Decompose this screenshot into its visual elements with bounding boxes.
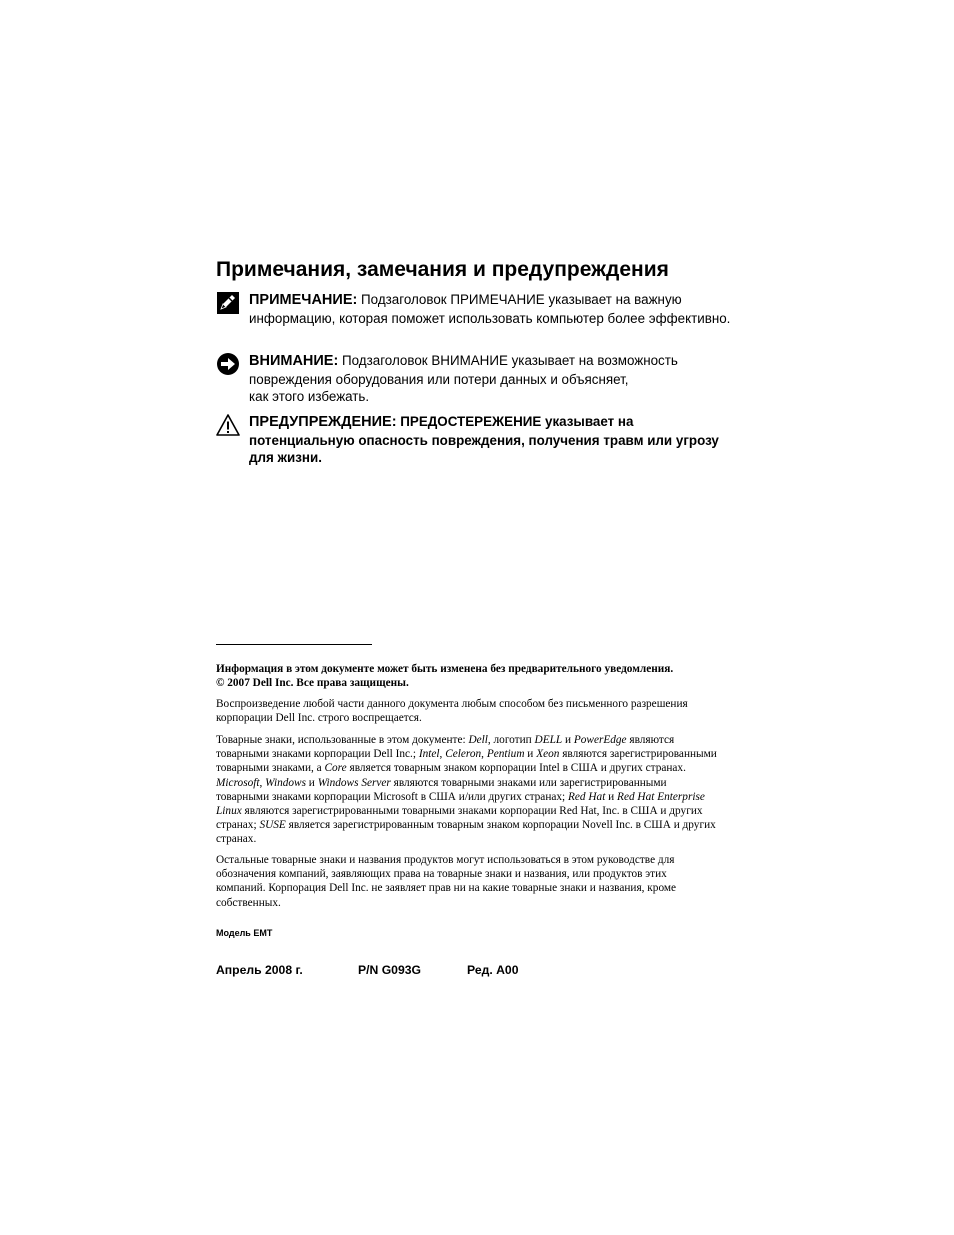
caution-label: ВНИМАНИЕ: (249, 353, 339, 369)
other-trademarks-notice: Остальные товарные знаки и названия продуктов могут использоваться в этом руководстве для обозначения компаний, заявляющих права на товарные знаки и названия, или продуктов этих компаний. Корпорация Dell Inc. не заявляет прав ни на какие товарные знаки и названия, кроме собственных. (216, 854, 677, 909)
tm-poweredge: PowerEdge (573, 734, 627, 746)
note-block (216, 291, 736, 327)
tm-text: , (259, 776, 266, 789)
reproduction-notice: Воспроизведение любой части данного документа любым способом без письменного разрешения корпорации Dell Inc. строго воспрещается. (216, 698, 688, 725)
warning-label: ПРЕДУПРЕЖДЕНИЕ: (249, 414, 397, 430)
tm-text: и (562, 734, 574, 746)
part-number: P/N G093G (358, 963, 421, 977)
tm-dell-logo: DELL (534, 734, 563, 746)
caution-text (249, 352, 736, 406)
warning-text (249, 413, 736, 467)
tm-rhel: Red Hat Enterprise Linux (216, 790, 705, 818)
tm-text: являются зарегистрированными товарными знаками, а (216, 748, 717, 775)
change-notice-text: Информация в этом документе может быть изменена без предварительного уведомления. (216, 663, 674, 675)
pencil-note-icon (216, 291, 240, 315)
revision: Ред. A00 (467, 963, 519, 977)
tm-redhat: Red Hat (568, 790, 606, 803)
tm-text: , логотип (487, 734, 535, 746)
caution-body: Подзаголовок ВНИМАНИЕ указывает на возможность повреждения оборудования или потери данных и объясняет, (249, 353, 678, 387)
tm-microsoft: Microsoft (216, 776, 260, 789)
tm-text: являются зарегистрированными товарными знаками корпорации Red Hat, Inc. в США и других странах; (216, 805, 703, 832)
warning-triangle-icon (216, 413, 240, 437)
tm-core: Core (324, 762, 347, 775)
tm-text: и (605, 790, 618, 803)
page-title: Примечания, замечания и предупреждения (216, 258, 669, 281)
tm-text: является товарным знаком корпорации Intel в США и других странах. (346, 762, 686, 775)
tm-celeron: Celeron (445, 748, 482, 761)
tm-windows: Windows (265, 776, 306, 789)
arrow-circle-icon (216, 352, 240, 376)
warning-block (216, 413, 736, 467)
tm-dell: Dell (468, 734, 488, 746)
tm-text: являются товарными знаками корпорации Dell Inc.; (216, 734, 675, 761)
footnote-rule (216, 644, 372, 645)
tm-text: и (524, 748, 537, 761)
tm-windows-server: Windows Server (317, 776, 391, 789)
copyright-text: © 2007 Dell Inc. Все права защищены. (216, 677, 409, 690)
note-label: ПРИМЕЧАНИЕ: (249, 292, 358, 308)
tm-xeon: Xeon (536, 748, 560, 761)
tm-suse: SUSE (259, 819, 286, 832)
note-body: Подзаголовок ПРИМЕЧАНИЕ указывает на важную информацию, которая поможет использовать компьютер более эффективно. (249, 292, 731, 326)
tm-text: , (481, 748, 487, 761)
tm-pentium: Pentium (486, 748, 525, 761)
tm-text: и (305, 776, 318, 789)
tm-text: Товарные знаки, использованные в этом документе: (216, 734, 469, 746)
publication-date: Апрель 2008 г. (216, 963, 303, 977)
change-notice (216, 662, 718, 690)
tm-text: является зарегистрированным товарным знаком корпорации Novell Inc. в США и других странах. (216, 819, 716, 846)
note-text (249, 291, 736, 327)
trademarks-notice (216, 733, 718, 847)
model-number: Модель EMT (216, 928, 273, 938)
caution-body-end: как этого избежать. (249, 389, 370, 405)
warning-body: ПРЕДОСТЕРЕЖЕНИЕ указывает на потенциальную опасность повреждения, получения травм или угрозу для жизни. (249, 414, 719, 466)
tm-text: являются товарными знаками или зарегистрированными товарными знаками корпорации Microsoft в США и/или других странах; (216, 776, 667, 803)
tm-text: , (439, 748, 446, 761)
caution-block (216, 352, 736, 406)
tm-intel: Intel (418, 748, 440, 761)
